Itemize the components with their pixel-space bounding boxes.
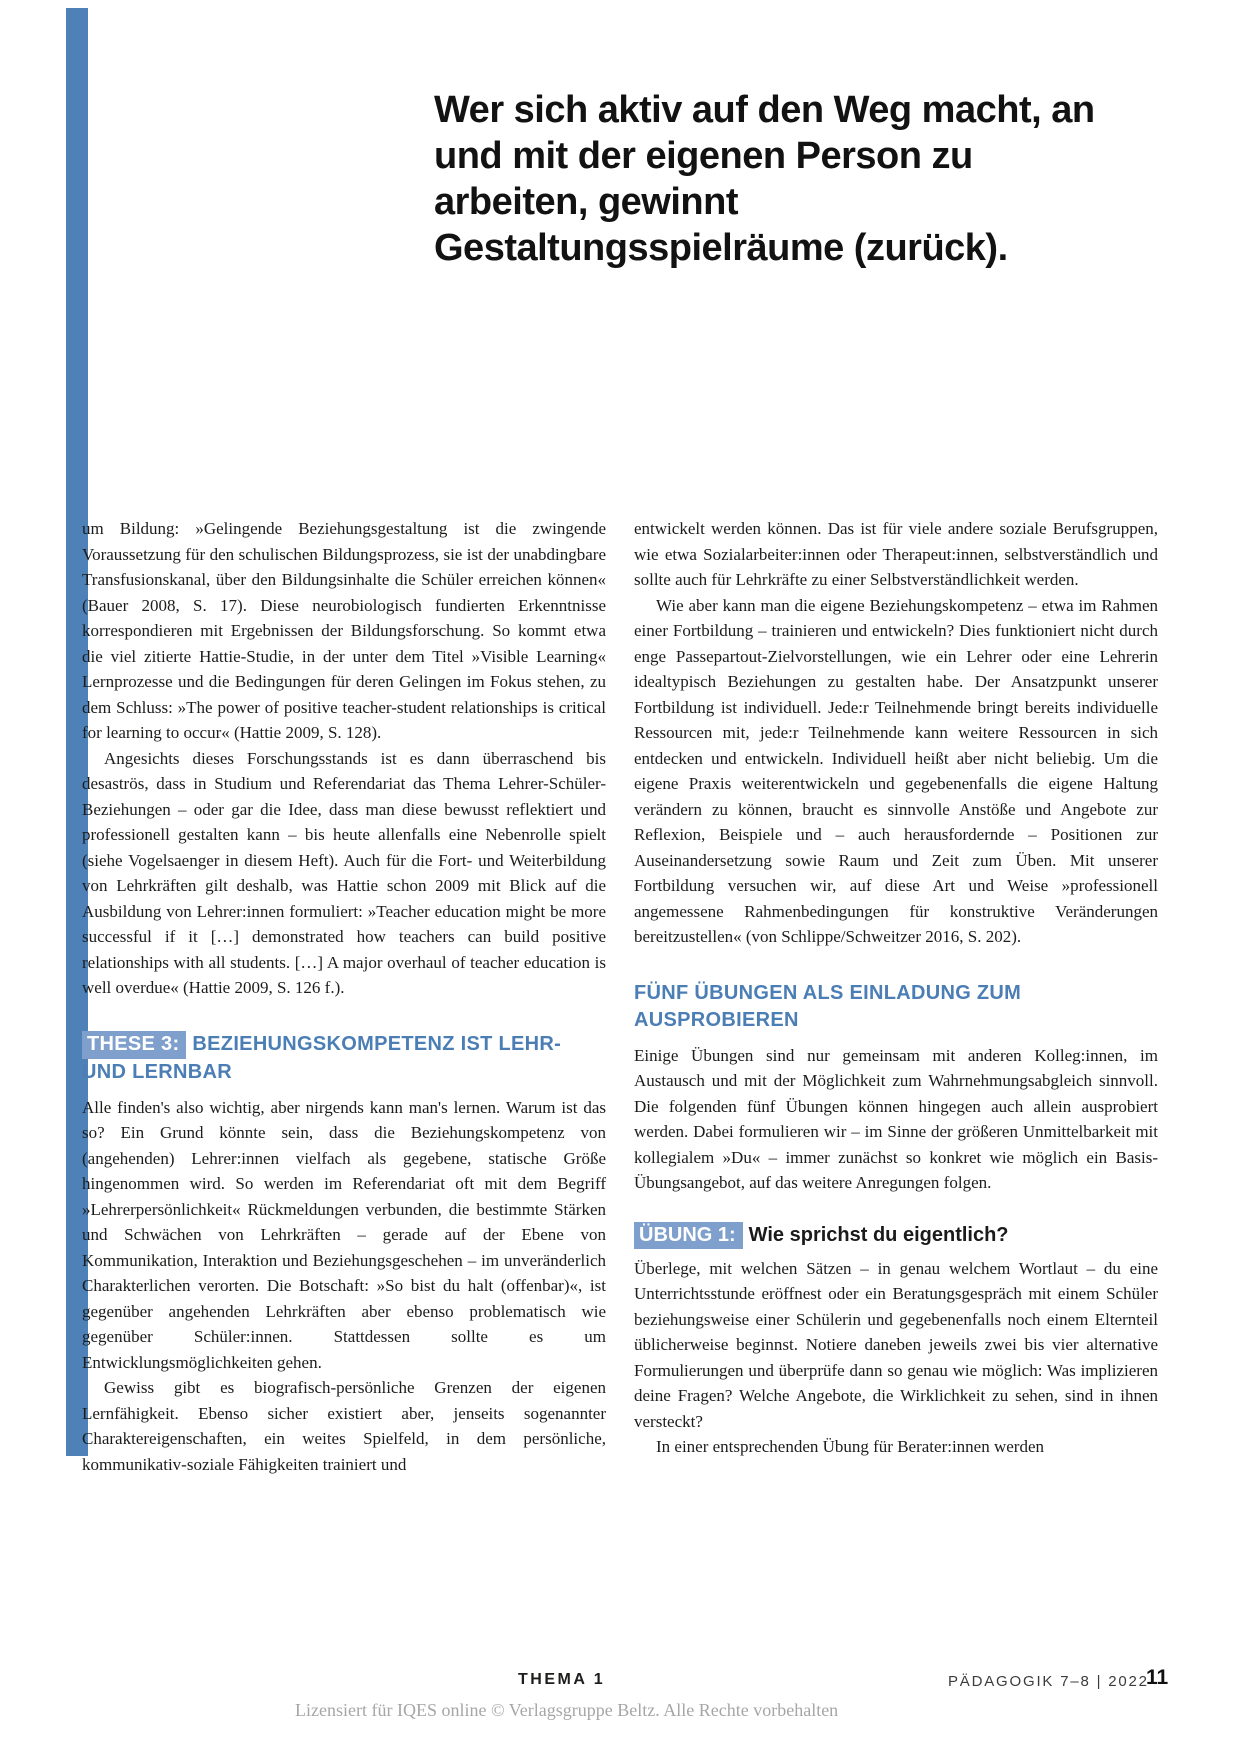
these-3-badge: THESE 3: xyxy=(82,1031,186,1059)
paragraph: Alle finden's also wichtig, aber nirgends kann man's lernen. Warum ist das so? Ein Grund könnte sein, dass die Beziehungskompetenz von (angehenden) Lehrer:innen vielfach als gegebene, statische Größe hingenommen wird. So werden im Referendariat oft mit dem Begriff »Lehrerpersönlichkeit« Rückmeldungen verbunden, die bestimmte Stärken und Schwächen von Lehrkräften – gerade auf der Ebene von Kommunikation, Interaktion und Beziehungsgeschehen – im unveränderlich Charakterlichen verorten. Die Botschaft: »So bist du halt (offenbar)«, ist gegenüber angehenden Lehrkräften aber ebenso problematisch wie gegenüber Schüler:innen. Stattdessen sollte es um Entwicklungsmöglichkeiten gehen. xyxy=(82,1097,606,1372)
footer-journal-label: PÄDAGOGIK 7–8 | 2022 xyxy=(948,1673,1149,1690)
paragraph: Wie aber kann man die eigene Beziehungskompetenz – etwa im Rahmen einer Fortbildung – trainieren und entwickeln? Dies funktioniert nicht durch enge Passepartout-Zielvorstellungen, wie ein Lehrer oder eine Lehrerin idealtypisch Beziehungen zu gestalten habe. Der Ansatzpunkt unserer Fortbildung ist individuell. Jede:r Teilnehmende bringt bereits individuelle Ressourcen mit, jede:r Teilnehmende kann weitere Ressourcen in sich entdecken und entwickeln. Individuell heißt aber nicht beliebig. Um die eigene Praxis weiterentwickeln und gegebenenfalls die eigene Haltung verändern zu können, braucht es sinnvolle Anstöße und Angebote zur Reflexion, Beispiele und – auch herausfordernde – Positionen zur Auseinandersetzung sowie Raum und Zeit zum Üben. Mit unserer Fortbildung versuchen wir, auf diese Art und Weise »professionell angemessene Rahmenbedingungen für konstruktive Veränderungen bereitzustellen« (von Schlippe/Schweitzer 2016, S. 202). xyxy=(634,595,1158,946)
license-notice: Lizensiert für IQES online © Verlagsgruppe Beltz. Alle Rechte vorbehalten xyxy=(295,1700,839,1720)
paragraph: Überlege, mit welchen Sätzen – in genau welchem Wortlaut – du eine Unterrichtsstunde eröffnest oder ein Beratungsgespräch mit einem Schüler beziehungsweise einer Schülerin und gegebenenfalls noch einem Elternteil üblicherweise beginnst. Notiere daneben jeweils zwei bis vier alternative Formulierungen und überprüfe dann so genau wie möglich: Was implizieren deine Fragen? Welche Angebote, die Wirklichkeit zu sehen, sind in ihnen versteckt? xyxy=(634,1258,1158,1431)
section-heading-label: BEZIEHUNGSKOMPETENZ IST LEHR- UND LERNBAR xyxy=(82,1032,562,1083)
footer-section-label: THEMA 1 xyxy=(518,1671,606,1688)
section-heading-these-3 xyxy=(82,1031,606,1086)
sub-heading-uebung-1 xyxy=(634,1222,1158,1249)
paragraph: Einige Übungen sind nur gemeinsam mit anderen Kolleg:innen, im Austausch und mit der Möglichkeit zum Wahrnehmungsabgleich sinnvoll. Die folgenden fünf Übungen können hingegen auch allein ausprobiert werden. Dabei formulieren wir – im Sinne der größeren Unmittelbarkeit mit kollegialem »Du« – immer zunächst so konkret wie möglich ein Basis-Übungsangebot, auf das weitere Anregungen folgen. xyxy=(634,1045,1158,1192)
footer-page-number: 11 xyxy=(1146,1666,1169,1689)
paragraph: Gewiss gibt es biografisch-persönliche Grenzen der eigenen Lernfähigkeit. Ebenso sicher existiert aber, jenseits sogenannter Charaktereigenschaften, ein weites Spielfeld, in dem persönliche, kommunikativ-soziale Fähigkeiten trainiert und xyxy=(82,1378,606,1474)
paragraph: In einer entsprechenden Übung für Berater:innen werden xyxy=(656,1437,1045,1456)
uebung-1-badge: ÜBUNG 1: xyxy=(634,1222,743,1249)
article-headline: Wer sich aktiv auf den Weg macht, an und mit der eigenen Person zu arbeiten, gewinnt Gestaltungsspielräume (zurück). xyxy=(434,89,1095,270)
paragraph: Angesichts dieses Forschungsstands ist es dann überraschend bis desaströs, dass in Studium und Referendariat das Thema Lehrer-Schüler-Beziehungen – oder gar die Idee, dass man diese bewusst reflektiert und professionell gestalten kann – bis heute allenfalls eine Nebenrolle spielt (siehe Vogelsaenger in diesem Heft). Auch für die Fort- und Weiterbildung von Lehrkräften gilt deshalb, was Hattie schon 2009 mit Blick auf die Ausbildung von Lehrer:innen formuliert: »Teacher education might be more successful if it […] demonstrated how teachers can build positive relationships with all students. […] A major overhaul of teacher education is well overdue« (Hattie 2009, S. 126 f.). xyxy=(82,748,606,997)
paragraph: um Bildung: »Gelingende Beziehungsgestaltung ist die zwingende Voraussetzung für den schulischen Bildungsprozess, sie ist der unabdingbare Transfusionskanal, über den Bildungsinhalte die Schüler erreichen können« (Bauer 2008, S. 17). Diese neurobiologisch fundierten Erkenntnisse korrespondieren mit Ergebnissen der Bildungsforschung. So kommt etwa die viel zitierte Hattie-Studie, in der unter dem Titel »Visible Learning« Lernprozesse und die Bedingungen für deren Gelingen im Fokus stehen, zu dem Schluss: »The power of positive teacher-student relationships is critical for learning to occur« (Hattie 2009, S. 128). xyxy=(82,519,606,742)
text-column-right xyxy=(634,516,1158,1460)
paragraph: entwickelt werden können. Das ist für viele andere soziale Berufsgruppen, wie etwa Sozialarbeiter:innen oder Therapeut:innen, selbstverständlich und sollte auch für Lehrkräfte zu einer Selbstverständlichkeit werden. xyxy=(634,519,1158,589)
text-column-left xyxy=(82,516,606,1477)
section-heading-fuenf-uebungen: FÜNF ÜBUNGEN ALS EINLADUNG ZUM AUSPROBIEREN xyxy=(634,981,1022,1031)
sub-heading-label: Wie sprichst du eigentlich? xyxy=(748,1223,1009,1246)
